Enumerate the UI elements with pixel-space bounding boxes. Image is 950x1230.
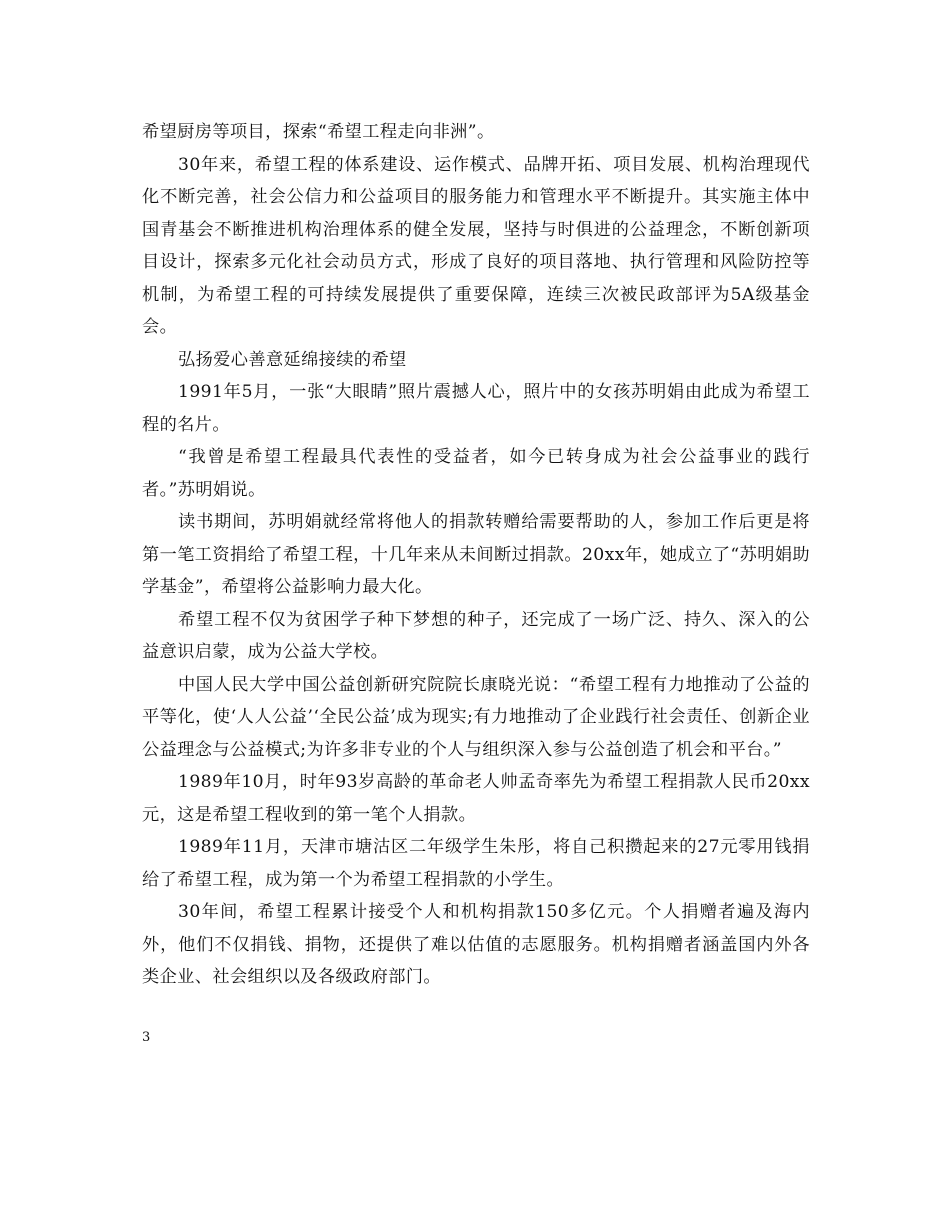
paragraph-8: 1989年10月，时年93岁高龄的革命老人帅孟奇率先为希望工程捐款人民币20xx元，这是希望工程收到的第一笔个人捐款。	[142, 772, 810, 825]
page-number: 3	[142, 1030, 151, 1045]
paragraph-7: 中国人民大学中国公益创新研究院院长康晓光说：“希望工程有力地推动了公益的平等化，使‘人人公益’‘全民公益’成为现实;有力地推动了企业践行社会责任、创新企业公益理念与公益模式;为许多非专业的个人与组织深入参与公益创造了机会和平台。”	[142, 674, 810, 760]
section-heading: 弘扬爱心善意延绵接续的希望	[178, 349, 407, 370]
paragraph-4: “我曾是希望工程最具代表性的受益者，如今已转身成为社会公益事业的践行者。”苏明娟说。	[142, 447, 810, 500]
paragraph-9: 1989年11月，天津市塘沽区二年级学生朱彤，将自己积攒起来的27元零用钱捐给了希望工程，成为第一个为希望工程捐款的小学生。	[142, 837, 810, 890]
document-body	[142, 116, 810, 994]
paragraph-3: 1991年5月，一张“大眼睛”照片震撼人心，照片中的女孩苏明娟由此成为希望工程的名片。	[142, 382, 810, 435]
paragraph-2: 30年来，希望工程的体系建设、运作模式、品牌开拓、项目发展、机构治理现代化不断完善，社会公信力和公益项目的服务能力和管理水平不断提升。其实施主体中国青基会不断推进机构治理体系的健全发展，坚持与时俱进的公益理念，不断创新项目设计，探索多元化社会动员方式，形成了良好的项目落地、执行管理和风险防控等机制，为希望工程的可持续发展提供了重要保障，连续三次被民政部评为5A级基金会。	[142, 154, 810, 337]
paragraph-1: 希望厨房等项目，探索“希望工程走向非洲”。	[142, 122, 495, 142]
paragraph-6: 希望工程不仅为贫困学子种下梦想的种子，还完成了一场广泛、持久、深入的公益意识启蒙，成为公益大学校。	[142, 609, 810, 662]
paragraph-10: 30年间，希望工程累计接受个人和机构捐款150多亿元。个人捐赠者遍及海内外，他们不仅捐钱、捐物，还提供了难以估值的志愿服务。机构捐赠者涵盖国内外各类企业、社会组织以及各级政府部门。	[142, 902, 810, 987]
paragraph-5: 读书期间，苏明娟就经常将他人的捐款转赠给需要帮助的人，参加工作后更是将第一笔工资捐给了希望工程，十几年来从未间断过捐款。20xx年，她成立了“苏明娟助学基金”，希望将公益影响力最大化。	[142, 512, 810, 597]
